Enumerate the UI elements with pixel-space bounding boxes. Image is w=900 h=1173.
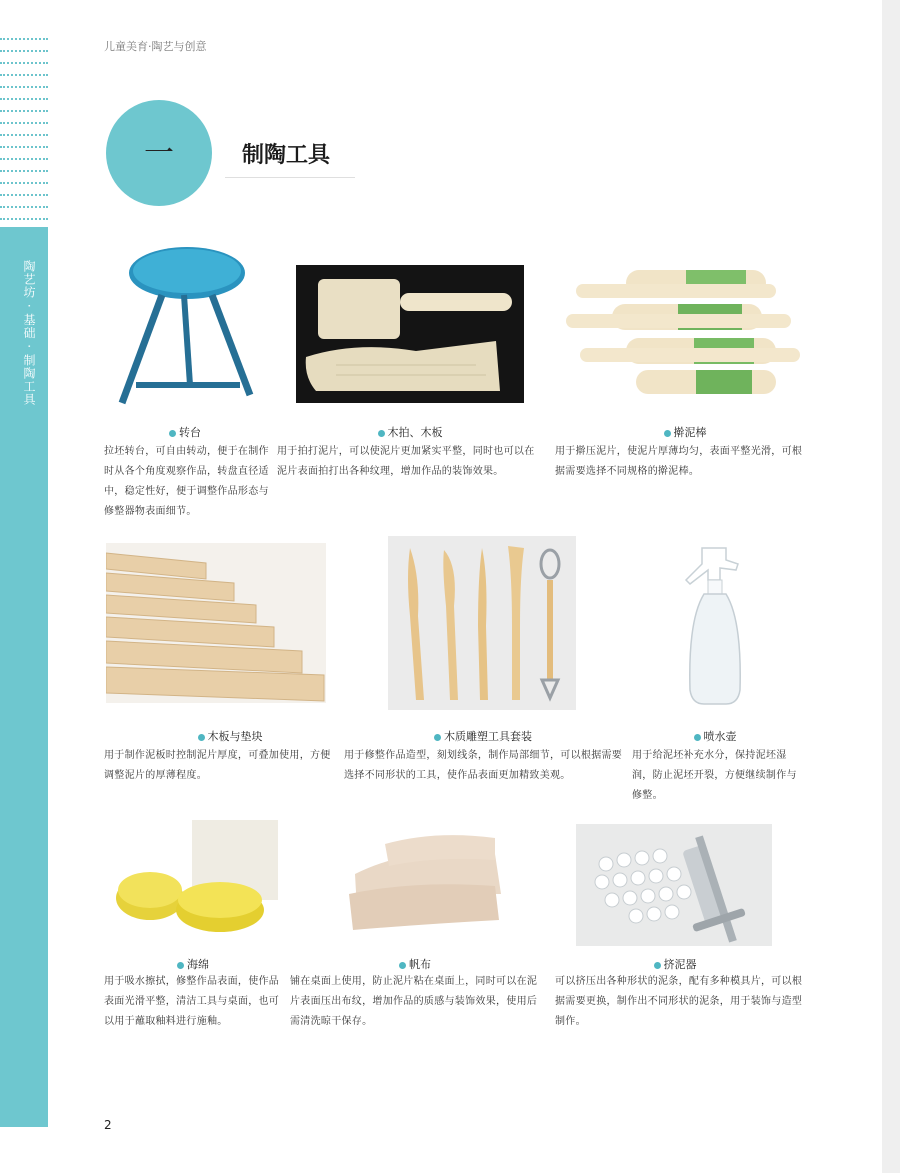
rolling-pins-image: [566, 262, 802, 402]
tool-desc-rolling-pin: 用于擀压泥片，使泥片厚薄均匀，表面平整光滑，可根据需要选择不同规格的擀泥棒。: [555, 446, 803, 477]
bullet-dot-icon: [694, 734, 701, 741]
tool-desc-paddle: 用于拍打泥片，可以使泥片更加紧实平整，同时也可以在泥片表面拍打出各种纹理，增加作品的装饰效果。: [277, 446, 535, 477]
bullet-dot-icon: [198, 734, 205, 741]
turntable-image: [112, 245, 262, 410]
tool-label-spray: 喷水壶: [660, 728, 770, 744]
tool-label-carving-tools: 木质雕塑工具套装: [388, 728, 578, 744]
tool-desc-boards: 用于制作泥板时控制泥片厚度，可叠加使用，方便调整泥片的厚薄程度。: [104, 750, 331, 781]
clay-extruder-image: [576, 824, 772, 946]
page-number: 2: [104, 1118, 112, 1132]
bullet-dot-icon: [177, 962, 184, 969]
spray-bottle-image: [680, 540, 750, 710]
bullet-dot-icon: [664, 430, 671, 437]
tool-desc-extruder: 可以挤压出各种形状的泥条，配有多种模具片，可以根据需要更换，制作出不同形状的泥条，用于装饰与造型制作。: [555, 976, 803, 1027]
section-number: 一: [144, 136, 174, 171]
sidebar-text: 陶艺坊 · 基础 · 制陶工具: [22, 260, 36, 406]
bullet-dot-icon: [654, 962, 661, 969]
paddle-board-image: [296, 265, 524, 403]
tool-label-paddle: 木拍、木板: [330, 424, 490, 440]
tool-desc-carving-tools: 用于修整作品造型，刻划线条，制作局部细节，可以根据需要选择不同形状的工具，使作品表面更加精致美观。: [344, 750, 623, 781]
tool-label-boards: 木板与垫块: [160, 728, 300, 744]
tool-label-canvas: 帆布: [370, 956, 460, 972]
sponge-image: [112, 820, 280, 948]
carving-tools-image: [388, 536, 576, 710]
running-title: 儿童美育·陶艺与创意: [104, 40, 207, 53]
tool-label-rolling-pin: 擀泥棒: [610, 424, 760, 440]
section-number-circle: [106, 100, 212, 206]
tool-desc-turntable: 拉坯转台，可自由转动，便于在制作时从各个角度观察作品，转盘直径适中，稳定性好，便于调整作品形态与修整器物表面细节。: [104, 446, 269, 517]
tool-label-sponge: 海绵: [148, 956, 238, 972]
tool-desc-sponge: 用于吸水擦拭，修整作品表面，使作品表面光滑平整，清洁工具与桌面，也可以用于蘸取釉料进行施釉。: [104, 976, 280, 1027]
tool-label-extruder: 挤泥器: [620, 956, 730, 972]
bullet-dot-icon: [399, 962, 406, 969]
bullet-dot-icon: [169, 430, 176, 437]
tool-desc-canvas: 铺在桌面上使用，防止泥片粘在桌面上，同时可以在泥片表面压出布纹，增加作品的质感与装饰效果，使用后需清洗晾干保存。: [290, 976, 538, 1027]
bullet-dot-icon: [378, 430, 385, 437]
page-title: 制陶工具: [242, 143, 331, 168]
page-edge: [882, 0, 900, 1173]
bullet-dot-icon: [434, 734, 441, 741]
canvas-cloth-image: [345, 824, 505, 944]
dotted-lines-decoration: [0, 30, 48, 220]
tool-desc-spray: 用于给泥坯补充水分，保持泥坯湿润，防止泥坯开裂，方便继续制作与修整。: [632, 750, 797, 801]
tool-label-turntable: 转台: [110, 424, 260, 440]
title-divider: [225, 177, 355, 178]
wood-boards-image: [106, 543, 326, 703]
